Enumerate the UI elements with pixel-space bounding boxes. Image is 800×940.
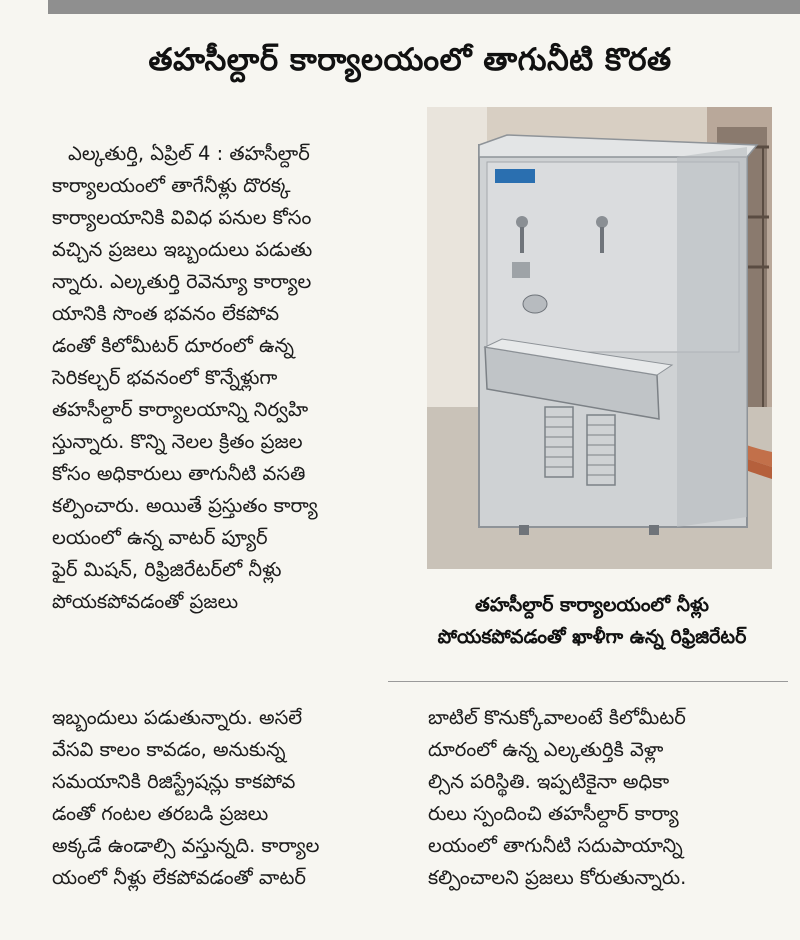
body-line: సమయానికి రిజిస్ట్రేషన్లు కాకపోవ: [52, 770, 296, 793]
water-cooler-photo: [427, 107, 772, 569]
body-line: డంతో గంటల తరబడి ప్రజలు: [52, 802, 269, 825]
body-line: న్నారు. ఎల్కతుర్తి రెవెన్యూ కార్యాల: [52, 270, 312, 293]
headline: తహసీల్దార్ కార్యాలయంలో తాగునీటి కొరత: [148, 42, 672, 78]
caption-line: పోయకపోవడంతో ఖాళీగా ఉన్న రిఫ్రిజిరేటర్: [437, 626, 747, 648]
divider: [388, 681, 788, 682]
body-line: కార్యాలయంలో తాగేనీళ్లు దొరక్క: [52, 174, 291, 197]
body-line: సెరికల్చర్ భవనంలో కొన్నేళ్లుగా: [52, 366, 278, 389]
body-line: ఎల్కతుర్తి, ఏప్రిల్ 4 : తహసీల్దార్: [68, 142, 310, 165]
body-line: స్తున్నారు. కొన్ని నెలల క్రితం ప్రజల: [52, 430, 303, 453]
article-body-bottom-right: [428, 702, 783, 894]
body-line: వచ్చిన ప్రజలు ఇబ్బందులు పడుతు: [52, 238, 313, 261]
body-line: తహసీల్దార్ కార్యాలయాన్ని నిర్వహి: [52, 398, 309, 421]
body-line: కార్యాలయానికి వివిధ పనుల కోసం: [52, 206, 312, 229]
body-line: ఇబ్బందులు పడుతున్నారు. అసలే: [52, 706, 303, 729]
caption-line: తహసీల్దార్ కార్యాలయంలో నీళ్లు: [475, 594, 709, 616]
body-line: డంతో కిలోమీటర్ దూరంలో ఉన్న: [52, 334, 295, 357]
body-line: పోయకపోవడంతో ప్రజలు: [52, 590, 239, 613]
body-line: యంలో నీళ్లు లేకపోవడంతో వాటర్: [52, 866, 306, 889]
body-line: బాటిల్ కొనుక్కోవాలంటే కిలోమీటర్: [428, 706, 686, 729]
body-line: దూరంలో ఉన్న ఎల్కతుర్తికి వెళ్లా: [428, 738, 664, 761]
body-line: అక్కడే ఉండాల్సి వస్తున్నది. కార్యాల: [52, 834, 320, 857]
body-line: లయంలో తాగునీటి సదుపాయాన్ని: [428, 834, 683, 857]
body-line: కోసం అధికారులు తాగునీటి వసతి: [52, 462, 306, 485]
article-body-left: [52, 138, 397, 618]
article-body-bottom-left: [52, 702, 397, 894]
body-line: కల్పించాలని ప్రజలు కోరుతున్నారు.: [428, 866, 687, 889]
top-bar: [48, 0, 800, 14]
body-line: లయంలో ఉన్న వాటర్ ప్యూర్: [52, 526, 268, 549]
body-line: యానికి సొంత భవనం లేకపోవ: [52, 302, 280, 325]
photo-caption: [392, 589, 792, 653]
body-line: రులు స్పందించి తహసీల్దార్ కార్యా: [428, 802, 679, 825]
body-line: ల్సిన పరిస్థితి. ఇప్పటికైనా అధికా: [428, 770, 670, 793]
body-line: ఫైర్ మిషన్, రిఫ్రిజిరేటర్‌లో నీళ్లు: [52, 558, 282, 581]
body-line: వేసవి కాలం కావడం, అనుకున్న: [52, 738, 286, 761]
body-line: కల్పించారు. అయితే ప్రస్తుతం కార్యా: [52, 494, 318, 517]
